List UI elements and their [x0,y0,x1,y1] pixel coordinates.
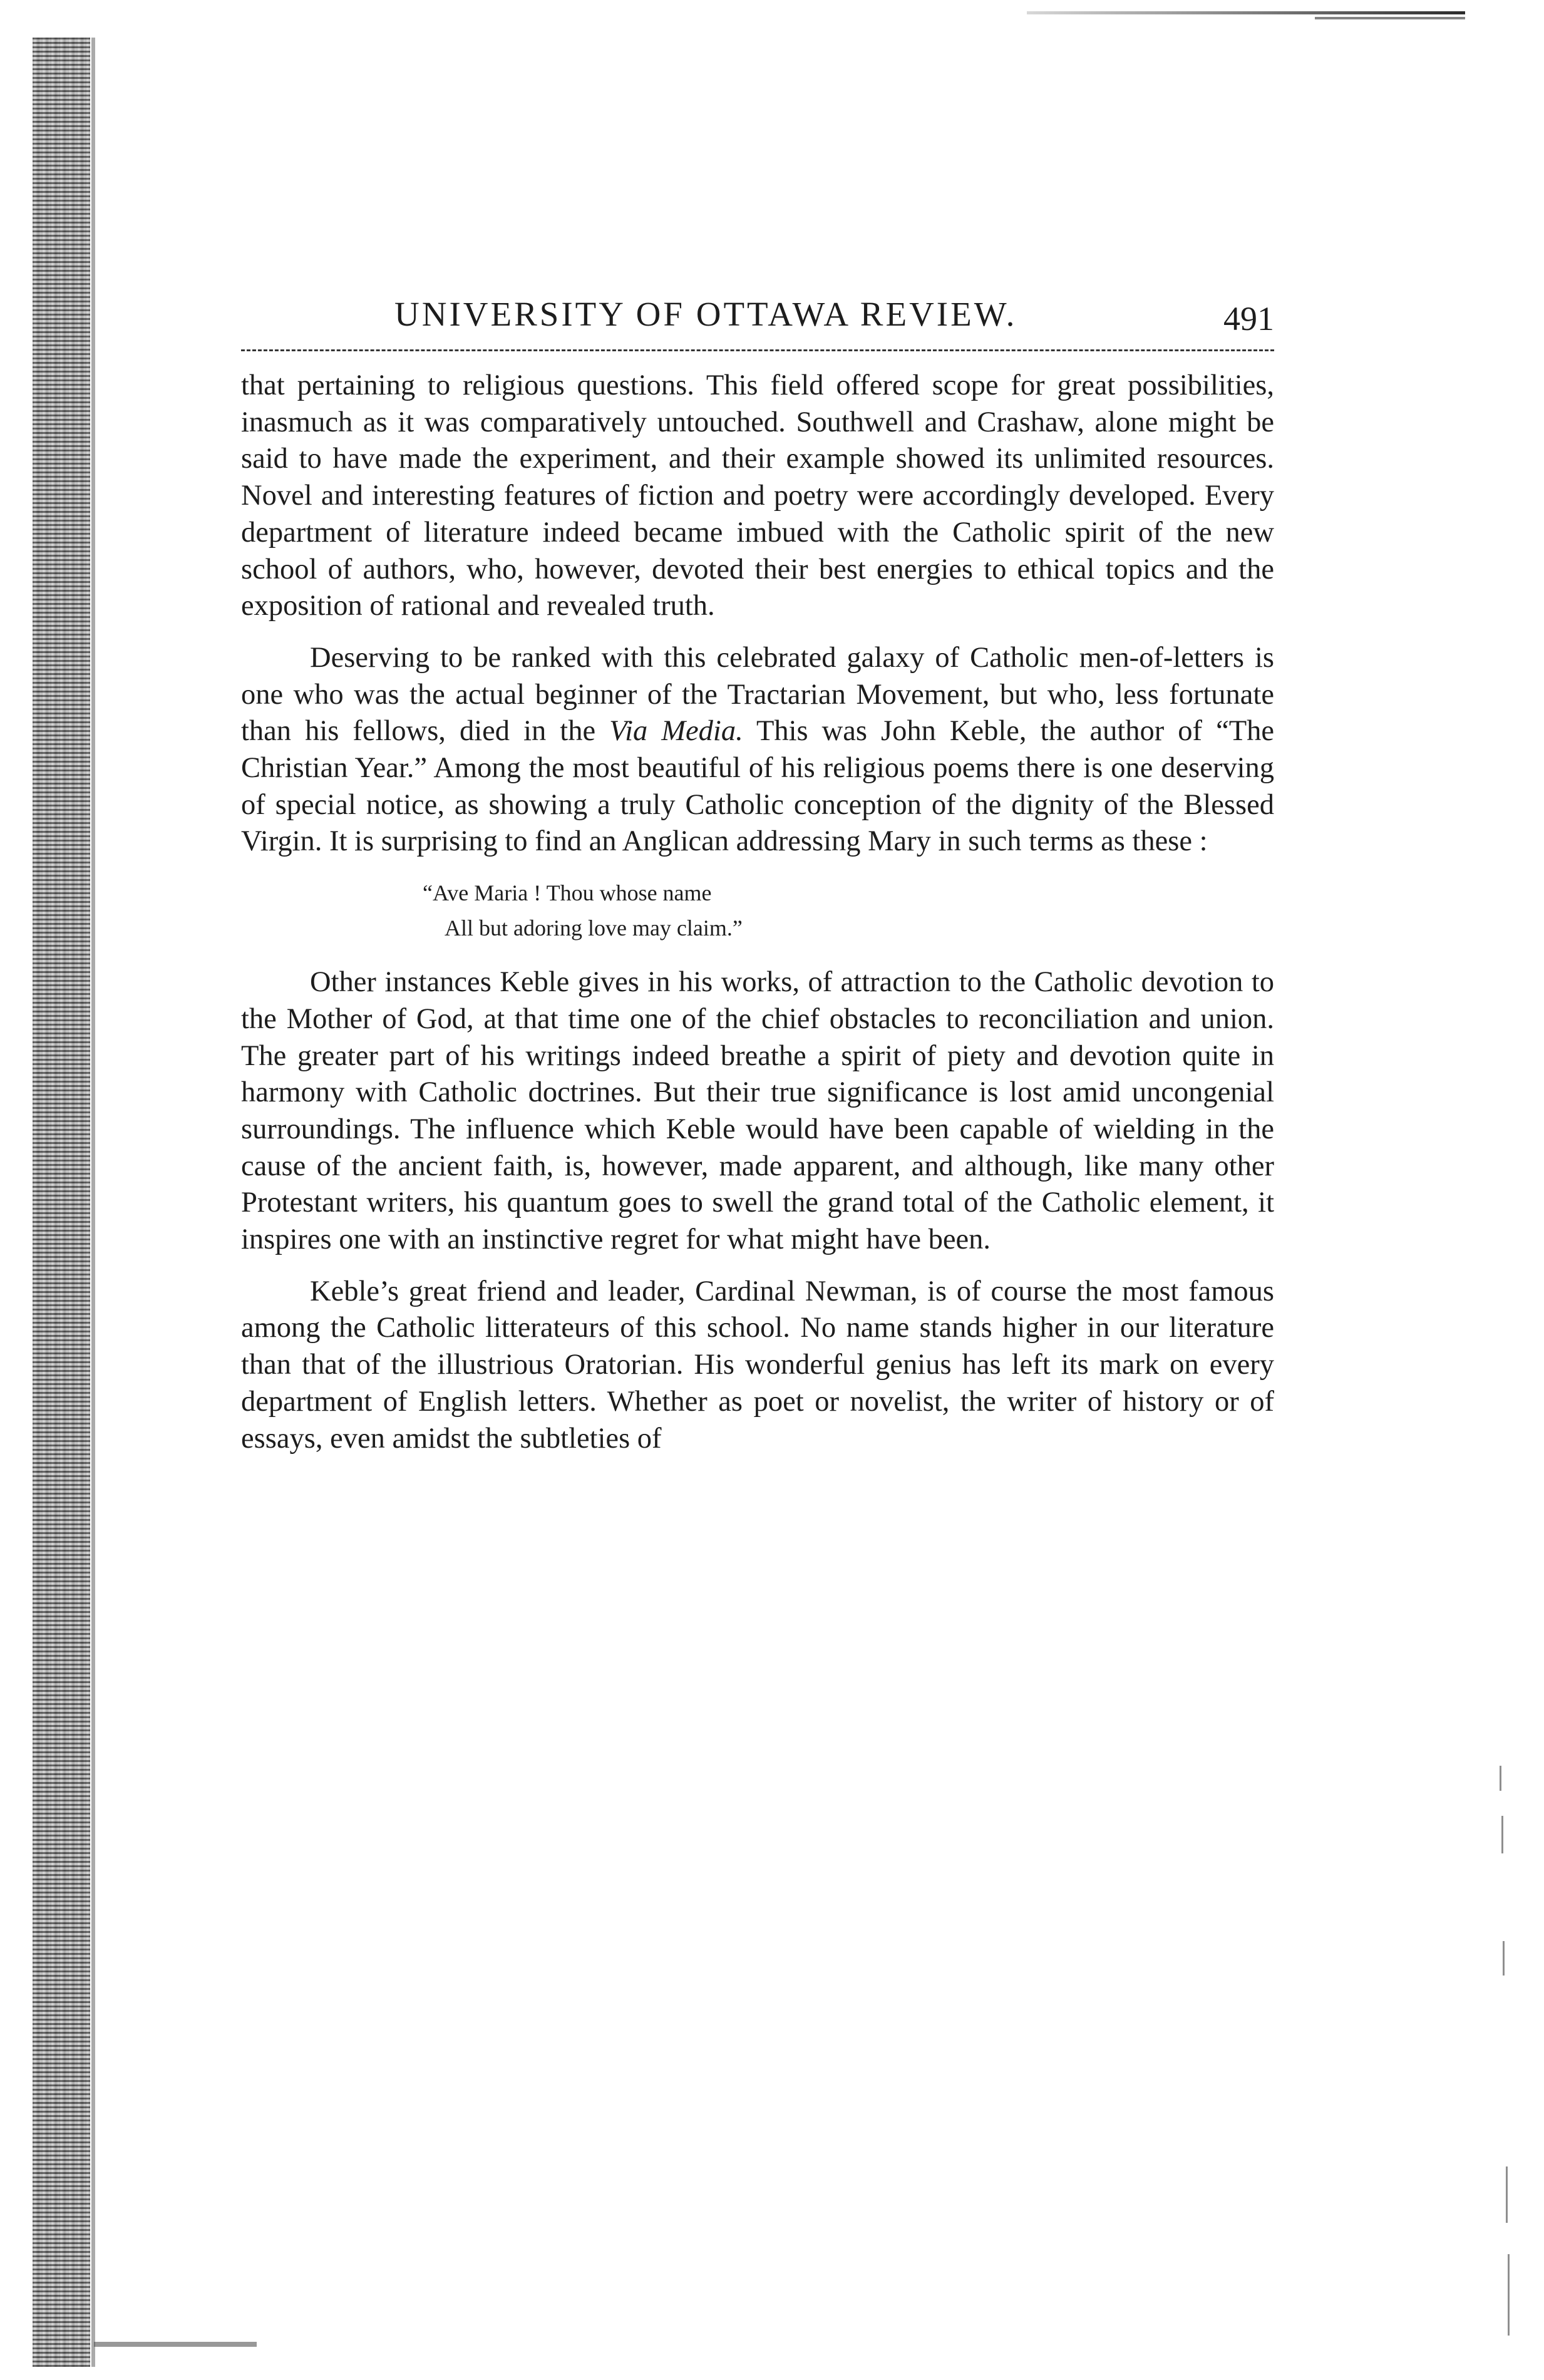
scan-speck [1506,2166,1508,2223]
scan-speck [1508,2254,1510,2336]
scan-speck [1500,1766,1501,1791]
paragraph-4: Keble’s great friend and leader, Cardinal Newman, is of course the most famous among the Catholic litterateurs of this school. No name stands higher in our literature than that of the illustrious Oratorian. His wonderful genius has left its mark on every department of English letters. Whether as poet or novelist, the writer of history or of essays, even amidst the subtleties of [241,1275,1274,1455]
verse-quotation [241,875,1274,945]
scan-bottom-smudge [94,2342,257,2347]
paragraph-2 [241,640,1274,860]
body-text [241,368,1274,1457]
paragraph-1: that pertaining to religious questions. This field offered scope for great possibilities, inasmuch as it was comparatively untouched. Southwell and Crashaw, alone might be said to have made the experiment, and their example showed its unlimited resources. Novel and interesting features of fiction and poetry were accordingly developed. Every department of literature indeed became imbued with the Catholic spirit of the new school of authors, who, however, devoted their best energies to ethical topics and the exposition of rational and revealed truth. [241,369,1274,622]
running-head [241,294,1274,344]
paragraph-2-italic: Via Media. [609,715,743,748]
header-rule [241,349,1274,351]
scan-top-smudge-secondary [1315,17,1465,19]
verse-line-1: “Ave Maria ! Thou whose name [423,880,712,906]
page-number: 491 [1223,300,1274,337]
paragraph-2-part-a: Deserving to be ranked with this celebrated galaxy of Catholic men-of-letters is one who was the actual beginner of the Tractarian Movement, but who, less fortunate than his fellows, died in the [241,641,1274,748]
book-page [241,294,1274,1472]
paragraph-3: Other instances Keble gives in his works, of attraction to the Catholic devotion to the Mother of God, at that time one of the chief obstacles to reconciliation and union. The greater part of his writings indeed breathe a spirit of piety and devotion quite in harmony with Catholic doctrines. But their true significance is lost amid uncongenial surroundings. The influence which Keble would have been capable of wielding in the cause of the ancient faith, is, however, made apparent, and although, like many other Protestant writers, his quantum goes to swell the grand total of the Catholic element, it inspires one with an instinctive regret for what might have been. [241,966,1274,1256]
running-title: UNIVERSITY OF OTTAWA REVIEW. [394,295,1017,333]
verse-line-2: All but adoring love may claim.” [445,915,743,941]
paragraph-2-part-b: This was John Keble, the author of “The Christian Year.” Among the most beautiful of his religious poems there is one deserving of special notice, as showing a truly Catholic conception of the dignity of the Blessed Virgin. It is surprising to find an Anglican addressing Mary in such terms as these : [241,715,1274,858]
scan-speck [1503,1941,1505,1976]
scan-binding-edge [33,38,90,2367]
scan-speck [1501,1816,1503,1853]
scan-top-smudge [1027,11,1465,14]
scan-binding-shadow [91,38,95,2367]
